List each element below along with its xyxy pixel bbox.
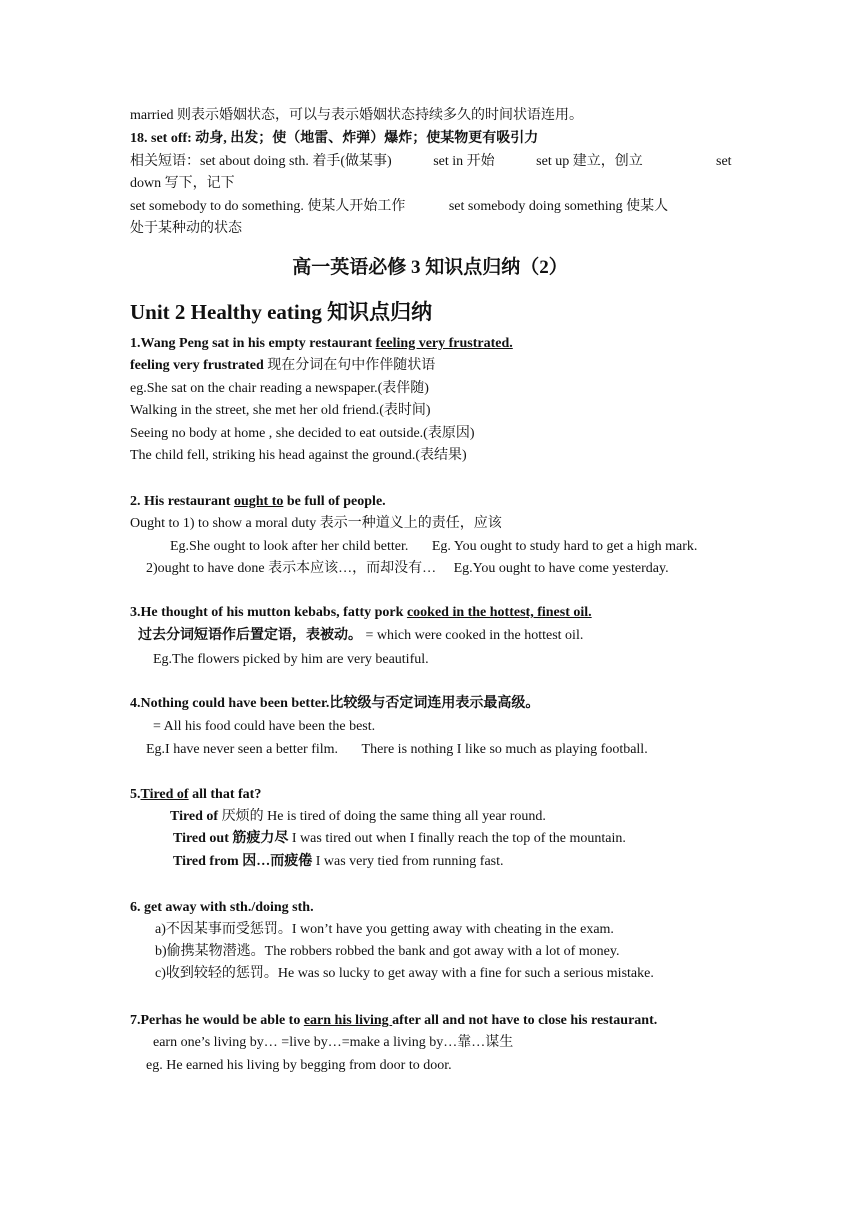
text-line [173,830,626,848]
text-line [130,198,668,216]
item-heading [130,335,513,353]
text-span: be full of people. [283,494,386,509]
text-span: set somebody to do something. 使某人开始工作 [130,199,406,214]
text-line: Seeing no body at home , she decided to eat outside.(表原因) [130,426,475,441]
unit-title: Unit 2 Healthy eating 知识点归纳 [130,300,433,324]
text-span: Eg. You ought to study hard to get a high mark. [431,539,698,554]
text-span: Tired of [170,809,219,824]
item-heading: 18. set off: 动身, 出发；使（地雷、炸弹）爆炸；使某物更有吸引力 [130,131,539,146]
text-span: 5. [130,787,141,802]
text-line: eg. He earned his living by begging from door to door. [146,1058,452,1073]
item-heading: 4.Nothing could have been better.比较级与否定词连用表示最高级。 [130,696,540,711]
text-span: all that fat? [188,787,262,802]
text-span: after all and not have to close his restaurant. [392,1013,658,1028]
text-span: 2. His restaurant [130,494,234,509]
underlined-phrase: Tired of [140,787,189,802]
text-line: eg.She sat on the chair reading a newspaper.(表伴随) [130,381,429,396]
text-span: 1.Wang Peng sat in his empty restaurant [130,336,376,351]
underlined-phrase: cooked in the hottest, finest oil. [406,605,592,620]
text-line: 处于某种动的状态 [130,221,242,236]
text-line [173,853,504,871]
item-heading [130,493,386,511]
text-line: b)偷携某物潜逃。The robbers robbed the bank and got away with a lot of money. [155,944,620,959]
text-line [170,538,697,556]
text-span: set somebody doing something 使某人 [448,199,669,214]
item-heading: 6. get away with sth./doing sth. [130,900,314,915]
page-title: 高一英语必修 3 知识点归纳（2） [292,257,568,278]
text-span: Eg.You ought to have come yesterday. [453,561,669,576]
text-line: Ought to 1) to show a moral duty 表示一种道义上的责任，应该 [130,516,502,531]
text-span: set [716,154,732,169]
underlined-phrase: earn his living [303,1013,393,1028]
underlined-phrase: feeling very frustrated. [375,336,513,351]
text-line: = All his food could have been the best. [153,719,376,734]
text-span: Tired from 因…而疲倦 [173,854,313,869]
text-line [146,560,669,578]
text-span: I was very tied from running fast. [312,854,504,869]
text-line: c)收到较轻的惩罚。He was so lucky to get away with a fine for such a serious mistake. [155,966,654,981]
text-line: married 则表示婚姻状态，可以与表示婚姻状态持续多久的时间状语连用。 [130,108,584,123]
text-line: Eg.The flowers picked by him are very beautiful. [153,652,429,667]
text-span: 2)ought to have done 表示本应该…，而却没有… [146,561,437,576]
text-span: 相关短语：set about doing sth. 着手(做某事) [130,154,392,169]
text-span: Tired out 筋疲力尽 [173,831,289,846]
text-span: feeling very frustrated [130,358,264,373]
text-line: Walking in the street, she met her old friend.(表时间) [130,403,431,418]
underlined-phrase: ought to [233,494,284,509]
text-span: 厌烦的 He is tired of doing the same thing all year round. [218,809,546,824]
text-line: The child fell, striking his head against the ground.(表结果) [130,448,467,463]
text-line [130,153,643,171]
text-line: a)不因某事而受惩罚。I won’t have you getting away with cheating in the exam. [155,922,614,937]
text-span: 7.Perhas he would be able to [130,1013,304,1028]
text-span: = which were cooked in the hottest oil. [362,628,584,643]
text-line [146,741,648,759]
text-line: down 写下，记下 [130,176,235,191]
text-line [130,357,435,375]
text-span: There is nothing I like so much as playing football. [361,742,648,757]
text-span: Eg.She ought to look after her child better. [170,539,409,554]
text-span: set in 开始 [433,154,495,169]
text-span: I was tired out when I finally reach the top of the mountain. [288,831,626,846]
text-line: earn one’s living by… =live by…=make a living by…靠…谋生 [153,1035,514,1050]
text-span: 现在分词在句中作伴随状语 [263,358,436,373]
item-heading [130,1012,657,1030]
text-span: 3.He thought of his mutton kebabs, fatty pork [130,605,407,620]
item-heading [130,604,592,622]
item-heading [130,786,261,804]
text-span: set up 建立，创立 [536,154,643,169]
text-span: 过去分词短语作后置定语，表被动。 [138,628,362,643]
text-line [138,627,583,645]
text-line [170,808,546,826]
text-span: Eg.I have never seen a better film. [146,742,339,757]
